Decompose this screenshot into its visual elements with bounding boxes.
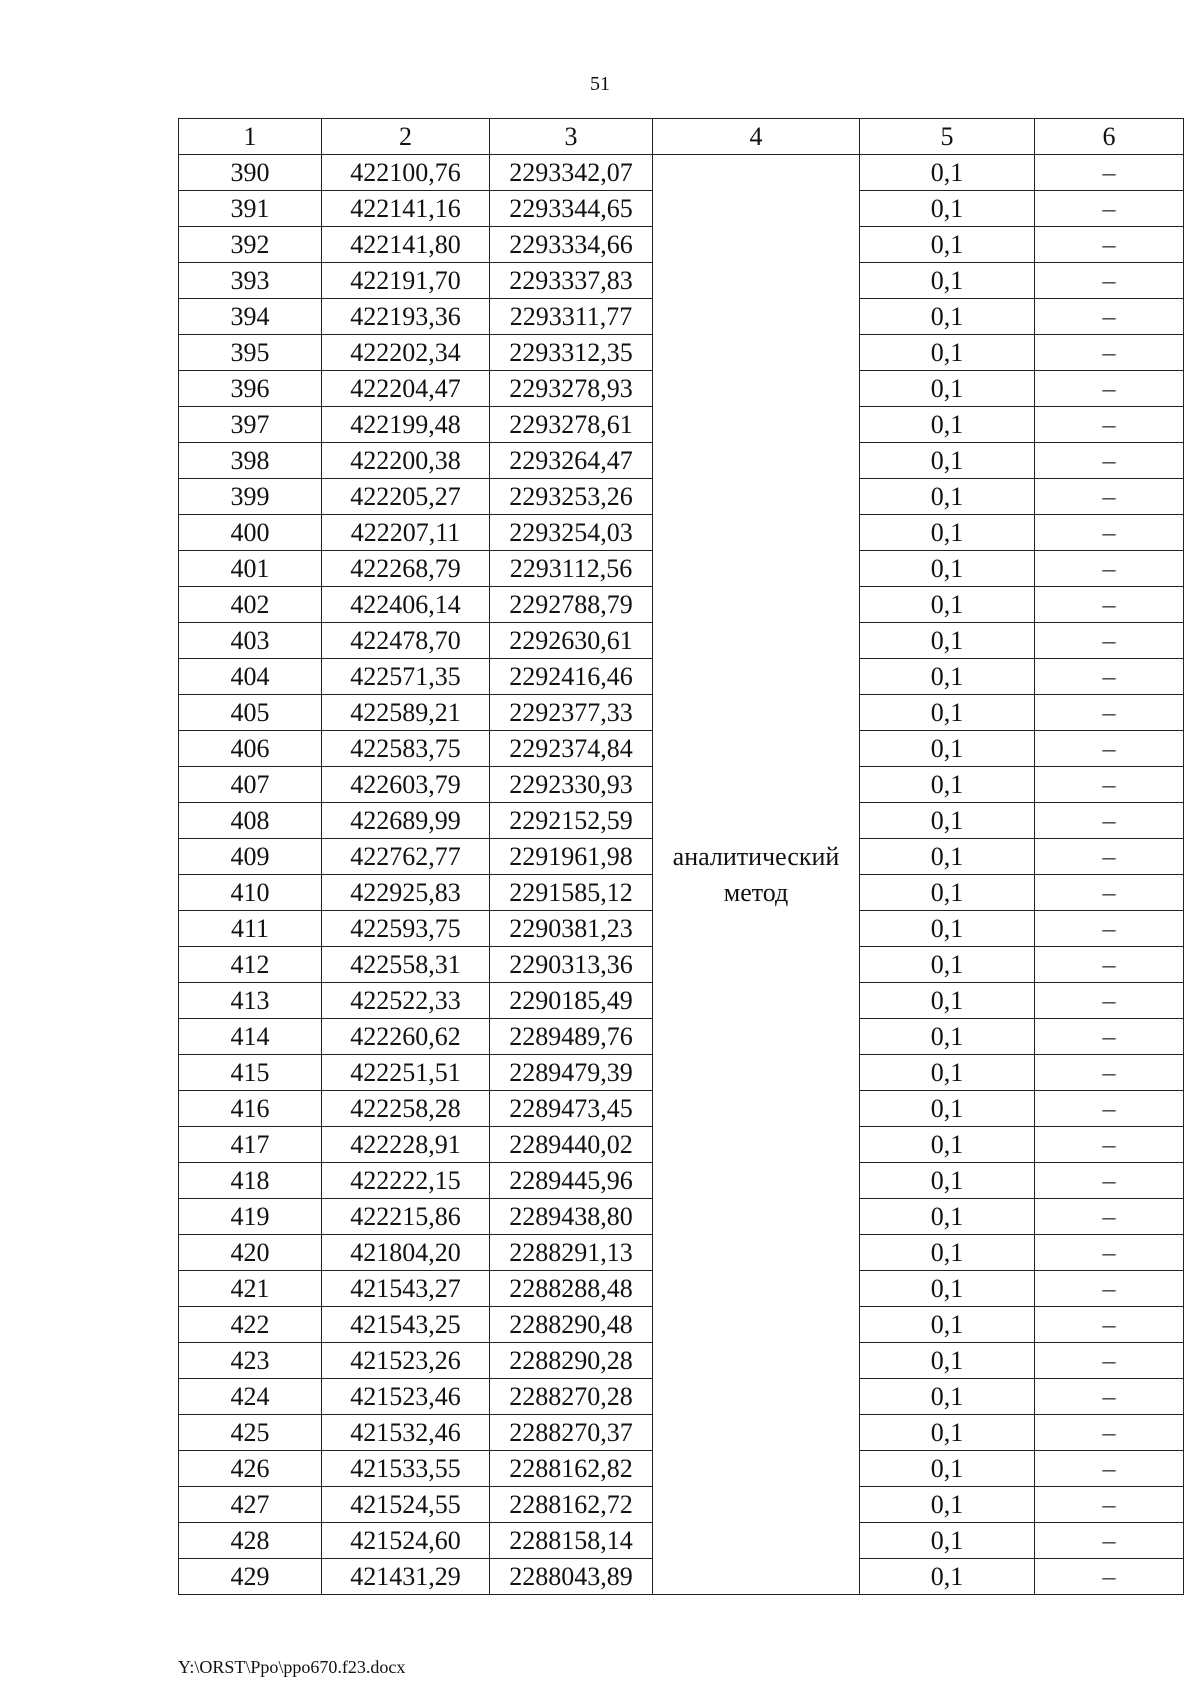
y-coordinate-cell: 2292788,79 <box>490 587 653 623</box>
x-coordinate-cell: 422207,11 <box>322 515 490 551</box>
note-cell: – <box>1035 767 1184 803</box>
note-cell: – <box>1035 1235 1184 1271</box>
y-coordinate-cell: 2288270,37 <box>490 1415 653 1451</box>
point-number-cell: 393 <box>179 263 322 299</box>
x-coordinate-cell: 422589,21 <box>322 695 490 731</box>
point-number-cell: 396 <box>179 371 322 407</box>
y-coordinate-cell: 2288288,48 <box>490 1271 653 1307</box>
note-cell: – <box>1035 1127 1184 1163</box>
y-coordinate-cell: 2292377,33 <box>490 695 653 731</box>
point-number-cell: 425 <box>179 1415 322 1451</box>
y-coordinate-cell: 2290381,23 <box>490 911 653 947</box>
accuracy-cell: 0,1 <box>860 1091 1035 1127</box>
accuracy-cell: 0,1 <box>860 263 1035 299</box>
accuracy-cell: 0,1 <box>860 1055 1035 1091</box>
accuracy-cell: 0,1 <box>860 335 1035 371</box>
note-cell: – <box>1035 515 1184 551</box>
y-coordinate-cell: 2289473,45 <box>490 1091 653 1127</box>
x-coordinate-cell: 422141,16 <box>322 191 490 227</box>
x-coordinate-cell: 421533,55 <box>322 1451 490 1487</box>
note-cell: – <box>1035 947 1184 983</box>
header-cell-6: 6 <box>1035 119 1184 155</box>
y-coordinate-cell: 2293254,03 <box>490 515 653 551</box>
x-coordinate-cell: 421532,46 <box>322 1415 490 1451</box>
note-cell: – <box>1035 407 1184 443</box>
point-number-cell: 405 <box>179 695 322 731</box>
x-coordinate-cell: 422251,51 <box>322 1055 490 1091</box>
y-coordinate-cell: 2288162,72 <box>490 1487 653 1523</box>
accuracy-cell: 0,1 <box>860 479 1035 515</box>
point-number-cell: 415 <box>179 1055 322 1091</box>
point-number-cell: 420 <box>179 1235 322 1271</box>
accuracy-cell: 0,1 <box>860 1307 1035 1343</box>
x-coordinate-cell: 422193,36 <box>322 299 490 335</box>
point-number-cell: 427 <box>179 1487 322 1523</box>
note-cell: – <box>1035 1559 1184 1595</box>
point-number-cell: 429 <box>179 1559 322 1595</box>
note-cell: – <box>1035 983 1184 1019</box>
note-cell: – <box>1035 875 1184 911</box>
x-coordinate-cell: 422583,75 <box>322 731 490 767</box>
note-cell: – <box>1035 191 1184 227</box>
table-row <box>179 155 1184 191</box>
coordinates-table <box>178 118 1184 1595</box>
x-coordinate-cell: 421431,29 <box>322 1559 490 1595</box>
note-cell: – <box>1035 1019 1184 1055</box>
x-coordinate-cell: 422215,86 <box>322 1199 490 1235</box>
accuracy-cell: 0,1 <box>860 803 1035 839</box>
x-coordinate-cell: 422762,77 <box>322 839 490 875</box>
determination-method-cell <box>653 155 860 1595</box>
y-coordinate-cell: 2289438,80 <box>490 1199 653 1235</box>
accuracy-cell: 0,1 <box>860 875 1035 911</box>
x-coordinate-cell: 422593,75 <box>322 911 490 947</box>
point-number-cell: 404 <box>179 659 322 695</box>
accuracy-cell: 0,1 <box>860 1127 1035 1163</box>
note-cell: – <box>1035 1487 1184 1523</box>
x-coordinate-cell: 422222,15 <box>322 1163 490 1199</box>
x-coordinate-cell: 421543,27 <box>322 1271 490 1307</box>
note-cell: – <box>1035 227 1184 263</box>
accuracy-cell: 0,1 <box>860 623 1035 659</box>
point-number-cell: 390 <box>179 155 322 191</box>
x-coordinate-cell: 422268,79 <box>322 551 490 587</box>
note-cell: – <box>1035 1163 1184 1199</box>
y-coordinate-cell: 2289445,96 <box>490 1163 653 1199</box>
note-cell: – <box>1035 263 1184 299</box>
point-number-cell: 411 <box>179 911 322 947</box>
note-cell: – <box>1035 155 1184 191</box>
y-coordinate-cell: 2292416,46 <box>490 659 653 695</box>
note-cell: – <box>1035 1307 1184 1343</box>
header-cell-3: 3 <box>490 119 653 155</box>
header-cell-5: 5 <box>860 119 1035 155</box>
accuracy-cell: 0,1 <box>860 1163 1035 1199</box>
y-coordinate-cell: 2288162,82 <box>490 1451 653 1487</box>
y-coordinate-cell: 2288290,28 <box>490 1343 653 1379</box>
note-cell: – <box>1035 803 1184 839</box>
note-cell: – <box>1035 1271 1184 1307</box>
accuracy-cell: 0,1 <box>860 299 1035 335</box>
x-coordinate-cell: 422141,80 <box>322 227 490 263</box>
y-coordinate-cell: 2293337,83 <box>490 263 653 299</box>
point-number-cell: 401 <box>179 551 322 587</box>
method-line-1: аналитический <box>672 842 840 871</box>
y-coordinate-cell: 2289489,76 <box>490 1019 653 1055</box>
point-number-cell: 398 <box>179 443 322 479</box>
y-coordinate-cell: 2293264,47 <box>490 443 653 479</box>
note-cell: – <box>1035 587 1184 623</box>
y-coordinate-cell: 2293344,65 <box>490 191 653 227</box>
x-coordinate-cell: 422925,83 <box>322 875 490 911</box>
accuracy-cell: 0,1 <box>860 1559 1035 1595</box>
point-number-cell: 399 <box>179 479 322 515</box>
y-coordinate-cell: 2293334,66 <box>490 227 653 263</box>
accuracy-cell: 0,1 <box>860 443 1035 479</box>
note-cell: – <box>1035 1379 1184 1415</box>
note-cell: – <box>1035 623 1184 659</box>
x-coordinate-cell: 422204,47 <box>322 371 490 407</box>
accuracy-cell: 0,1 <box>860 227 1035 263</box>
y-coordinate-cell: 2293342,07 <box>490 155 653 191</box>
y-coordinate-cell: 2293311,77 <box>490 299 653 335</box>
note-cell: – <box>1035 695 1184 731</box>
note-cell: – <box>1035 1415 1184 1451</box>
accuracy-cell: 0,1 <box>860 1523 1035 1559</box>
accuracy-cell: 0,1 <box>860 1451 1035 1487</box>
point-number-cell: 418 <box>179 1163 322 1199</box>
x-coordinate-cell: 422571,35 <box>322 659 490 695</box>
y-coordinate-cell: 2292374,84 <box>490 731 653 767</box>
y-coordinate-cell: 2293278,93 <box>490 371 653 407</box>
header-cell-1: 1 <box>179 119 322 155</box>
note-cell: – <box>1035 731 1184 767</box>
accuracy-cell: 0,1 <box>860 1235 1035 1271</box>
y-coordinate-cell: 2291961,98 <box>490 839 653 875</box>
x-coordinate-cell: 422100,76 <box>322 155 490 191</box>
accuracy-cell: 0,1 <box>860 407 1035 443</box>
point-number-cell: 408 <box>179 803 322 839</box>
accuracy-cell: 0,1 <box>860 839 1035 875</box>
point-number-cell: 422 <box>179 1307 322 1343</box>
y-coordinate-cell: 2290313,36 <box>490 947 653 983</box>
x-coordinate-cell: 421524,55 <box>322 1487 490 1523</box>
y-coordinate-cell: 2292152,59 <box>490 803 653 839</box>
point-number-cell: 421 <box>179 1271 322 1307</box>
y-coordinate-cell: 2290185,49 <box>490 983 653 1019</box>
point-number-cell: 419 <box>179 1199 322 1235</box>
x-coordinate-cell: 421543,25 <box>322 1307 490 1343</box>
note-cell: – <box>1035 1055 1184 1091</box>
point-number-cell: 409 <box>179 839 322 875</box>
accuracy-cell: 0,1 <box>860 695 1035 731</box>
x-coordinate-cell: 422228,91 <box>322 1127 490 1163</box>
header-cell-4: 4 <box>653 119 860 155</box>
x-coordinate-cell: 422199,48 <box>322 407 490 443</box>
y-coordinate-cell: 2292630,61 <box>490 623 653 659</box>
point-number-cell: 428 <box>179 1523 322 1559</box>
point-number-cell: 397 <box>179 407 322 443</box>
y-coordinate-cell: 2291585,12 <box>490 875 653 911</box>
y-coordinate-cell: 2293253,26 <box>490 479 653 515</box>
accuracy-cell: 0,1 <box>860 1487 1035 1523</box>
table-header-row <box>179 119 1184 155</box>
x-coordinate-cell: 421523,26 <box>322 1343 490 1379</box>
x-coordinate-cell: 422200,38 <box>322 443 490 479</box>
note-cell: – <box>1035 1523 1184 1559</box>
accuracy-cell: 0,1 <box>860 1415 1035 1451</box>
y-coordinate-cell: 2289440,02 <box>490 1127 653 1163</box>
x-coordinate-cell: 421524,60 <box>322 1523 490 1559</box>
table-body <box>179 155 1184 1595</box>
note-cell: – <box>1035 1199 1184 1235</box>
point-number-cell: 400 <box>179 515 322 551</box>
accuracy-cell: 0,1 <box>860 731 1035 767</box>
point-number-cell: 412 <box>179 947 322 983</box>
x-coordinate-cell: 422478,70 <box>322 623 490 659</box>
accuracy-cell: 0,1 <box>860 515 1035 551</box>
x-coordinate-cell: 422603,79 <box>322 767 490 803</box>
y-coordinate-cell: 2288290,48 <box>490 1307 653 1343</box>
point-number-cell: 402 <box>179 587 322 623</box>
accuracy-cell: 0,1 <box>860 1199 1035 1235</box>
point-number-cell: 426 <box>179 1451 322 1487</box>
y-coordinate-cell: 2293112,56 <box>490 551 653 587</box>
y-coordinate-cell: 2288270,28 <box>490 1379 653 1415</box>
x-coordinate-cell: 422205,27 <box>322 479 490 515</box>
accuracy-cell: 0,1 <box>860 191 1035 227</box>
x-coordinate-cell: 422202,34 <box>322 335 490 371</box>
note-cell: – <box>1035 911 1184 947</box>
accuracy-cell: 0,1 <box>860 1019 1035 1055</box>
x-coordinate-cell: 422406,14 <box>322 587 490 623</box>
note-cell: – <box>1035 443 1184 479</box>
accuracy-cell: 0,1 <box>860 983 1035 1019</box>
point-number-cell: 416 <box>179 1091 322 1127</box>
point-number-cell: 394 <box>179 299 322 335</box>
note-cell: – <box>1035 659 1184 695</box>
note-cell: – <box>1035 1091 1184 1127</box>
point-number-cell: 406 <box>179 731 322 767</box>
accuracy-cell: 0,1 <box>860 155 1035 191</box>
accuracy-cell: 0,1 <box>860 1379 1035 1415</box>
note-cell: – <box>1035 839 1184 875</box>
accuracy-cell: 0,1 <box>860 1343 1035 1379</box>
x-coordinate-cell: 422522,33 <box>322 983 490 1019</box>
accuracy-cell: 0,1 <box>860 947 1035 983</box>
y-coordinate-cell: 2292330,93 <box>490 767 653 803</box>
accuracy-cell: 0,1 <box>860 911 1035 947</box>
y-coordinate-cell: 2288291,13 <box>490 1235 653 1271</box>
x-coordinate-cell: 421523,46 <box>322 1379 490 1415</box>
point-number-cell: 392 <box>179 227 322 263</box>
method-text <box>653 839 859 911</box>
point-number-cell: 414 <box>179 1019 322 1055</box>
note-cell: – <box>1035 335 1184 371</box>
note-cell: – <box>1035 299 1184 335</box>
point-number-cell: 413 <box>179 983 322 1019</box>
y-coordinate-cell: 2288043,89 <box>490 1559 653 1595</box>
x-coordinate-cell: 422558,31 <box>322 947 490 983</box>
x-coordinate-cell: 422258,28 <box>322 1091 490 1127</box>
x-coordinate-cell: 421804,20 <box>322 1235 490 1271</box>
y-coordinate-cell: 2288158,14 <box>490 1523 653 1559</box>
y-coordinate-cell: 2293278,61 <box>490 407 653 443</box>
note-cell: – <box>1035 371 1184 407</box>
accuracy-cell: 0,1 <box>860 767 1035 803</box>
note-cell: – <box>1035 1343 1184 1379</box>
point-number-cell: 403 <box>179 623 322 659</box>
accuracy-cell: 0,1 <box>860 551 1035 587</box>
x-coordinate-cell: 422689,99 <box>322 803 490 839</box>
footer-file-path: Y:\ORST\Ppo\ppo670.f23.docx <box>178 1657 406 1677</box>
accuracy-cell: 0,1 <box>860 659 1035 695</box>
note-cell: – <box>1035 479 1184 515</box>
note-cell: – <box>1035 551 1184 587</box>
point-number-cell: 424 <box>179 1379 322 1415</box>
method-line-2: метод <box>723 878 789 907</box>
x-coordinate-cell: 422191,70 <box>322 263 490 299</box>
point-number-cell: 395 <box>179 335 322 371</box>
point-number-cell: 391 <box>179 191 322 227</box>
point-number-cell: 410 <box>179 875 322 911</box>
y-coordinate-cell: 2289479,39 <box>490 1055 653 1091</box>
point-number-cell: 423 <box>179 1343 322 1379</box>
accuracy-cell: 0,1 <box>860 587 1035 623</box>
header-cell-2: 2 <box>322 119 490 155</box>
y-coordinate-cell: 2293312,35 <box>490 335 653 371</box>
note-cell: – <box>1035 1451 1184 1487</box>
point-number-cell: 417 <box>179 1127 322 1163</box>
page-number: 51 <box>590 73 610 95</box>
x-coordinate-cell: 422260,62 <box>322 1019 490 1055</box>
accuracy-cell: 0,1 <box>860 371 1035 407</box>
accuracy-cell: 0,1 <box>860 1271 1035 1307</box>
point-number-cell: 407 <box>179 767 322 803</box>
